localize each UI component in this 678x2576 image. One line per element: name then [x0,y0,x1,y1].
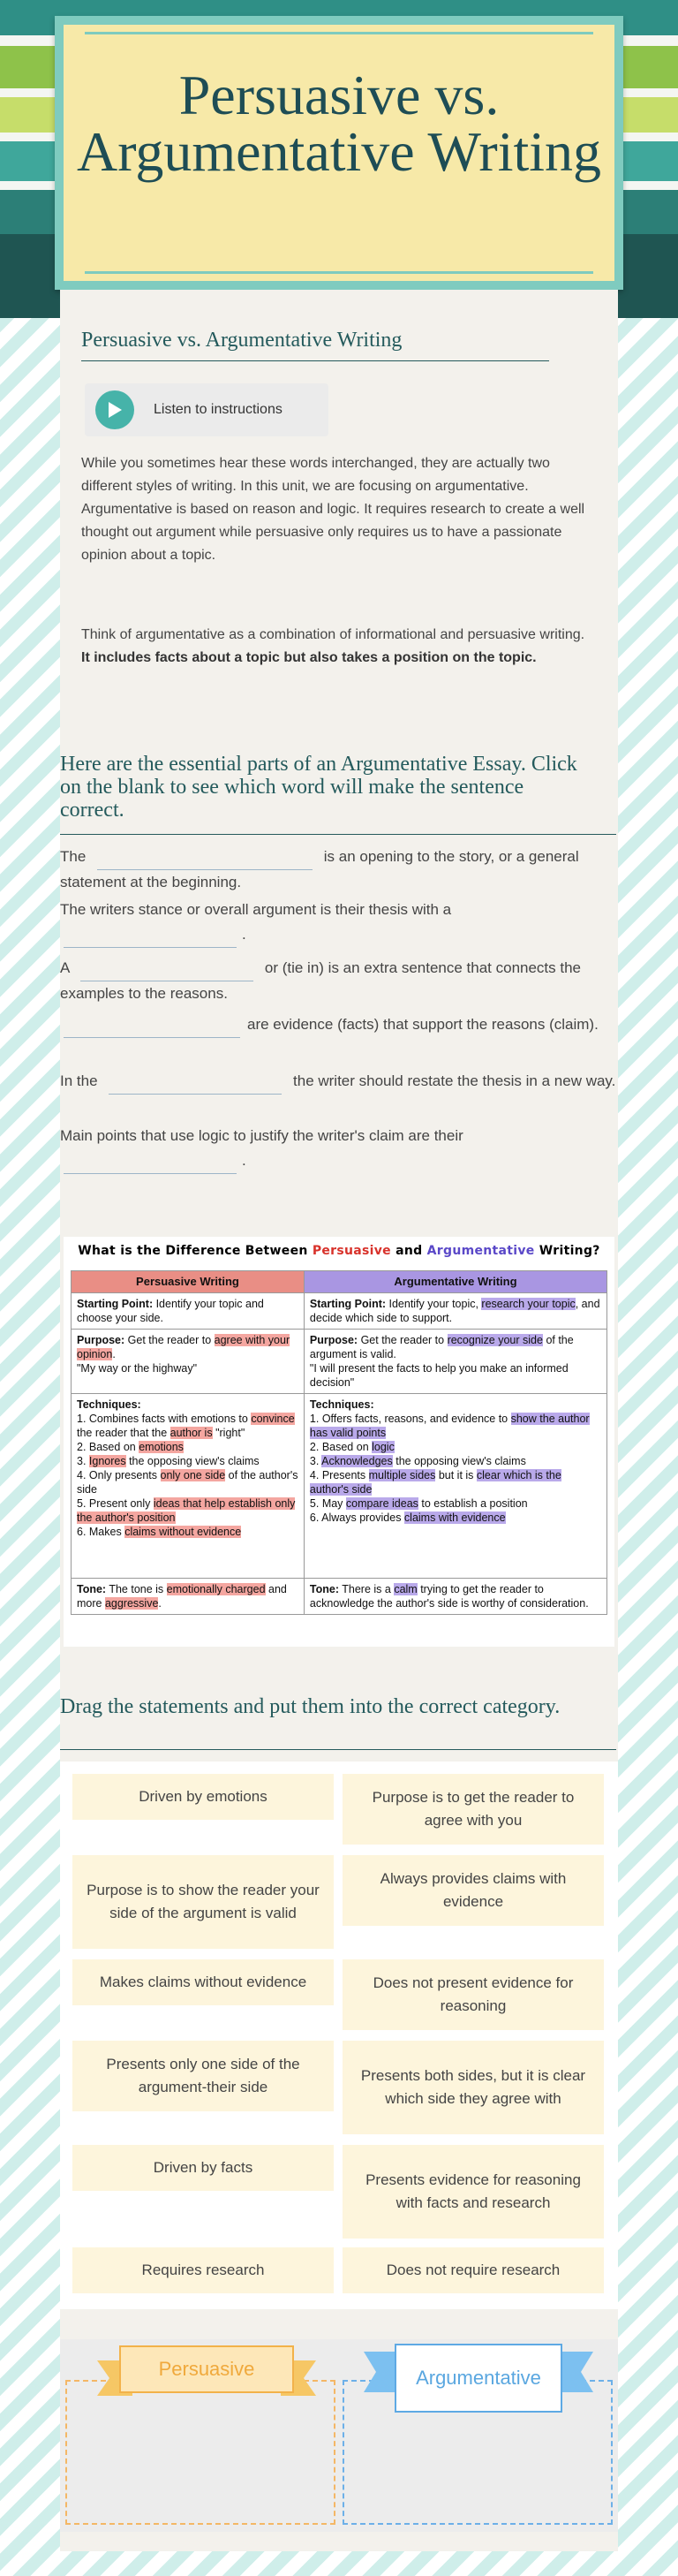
sentence-5-end: the writer should restate the thesis in a new way. [293,1072,616,1089]
infographic-title-argumentative: Argumentative [426,1244,535,1258]
infographic-title-and: and [390,1244,427,1258]
essay-parts-heading: Here are the essential parts of an Argumentative Essay. Click on the blank to see which word will make the sentence correct. [60,753,577,822]
sentence-2-end: . [242,926,246,943]
zone-label-persuasive: Persuasive [158,2358,255,2380]
col-argumentative: Argumentative Writing [304,1271,606,1293]
intro-paragraph-2 [81,624,593,670]
cards-panel [60,1762,618,2309]
cell-purpose-a: Purpose: Get the reader to recognize your side of the argument is valid. "I will present the facts to help you make an informed decision" [304,1330,606,1394]
infographic-title-end: Writing? [534,1244,600,1258]
sentence-1 [60,845,618,895]
card-5[interactable]: Makes claims without evidence [72,1959,334,2005]
card-10[interactable]: Presents evidence for reasoning with facts and research [343,2145,604,2239]
blank-1[interactable] [97,845,313,870]
comparison-table [71,1270,607,1615]
audio-label: Listen to instructions [154,402,282,417]
infographic-title-a: What is the Difference Between [78,1244,313,1258]
infographic-title-persuasive: Persuasive [312,1244,391,1258]
card-9[interactable]: Driven by facts [72,2145,334,2191]
intro-heading: Persuasive vs. Argumentative Writing [81,329,403,352]
cell-starting-a: Starting Point: Identify your topic, research your topic, and decide which side to support. [304,1293,606,1330]
intro-paragraph-1: While you sometimes hear these words interchanged, they are actually two different styles of writing. In this unit, we are focusing on argumentative. Argumentative is based on reason and logic. It requires research to create a well thought out argument while persuasive only requires us to have a passionate opinion about a topic. [81,456,585,563]
blank-2[interactable] [64,922,237,948]
sentence-3-end: or (tie in) is an extra sentence that connects the examples to the reasons. [60,959,582,1002]
sentence-4-end: are evidence (facts) that support the reasons (claim). [247,1016,599,1033]
title-bottom-line [85,271,593,274]
blank-5[interactable] [109,1069,282,1095]
sentence-2 [60,898,618,948]
sentence-2-start: The writers stance or overall argument is their thesis with a [60,901,452,918]
card-12[interactable]: Does not require research [343,2247,604,2293]
intro-rule [81,360,549,361]
cell-starting-p: Starting Point: Identify your topic and choose your side. [72,1293,305,1330]
card-11[interactable]: Requires research [72,2247,334,2293]
intro-p2-text: Think of argumentative as a combination of informational and persuasive writing. [81,627,585,642]
infographic-title [64,1244,614,1258]
sentence-3-start: A [60,959,70,976]
play-icon[interactable] [95,390,134,429]
cell-tone-a: Tone: There is a calm trying to get the reader to acknowledge the author's side is worthy of consideration. [304,1579,606,1615]
blank-3[interactable] [80,956,253,981]
comparison-infographic [64,1237,614,1647]
blank-4[interactable] [64,1012,240,1038]
title-card [55,16,623,290]
sentence-6-end: . [242,1152,246,1169]
card-6[interactable]: Does not present evidence for reasoning [343,1959,604,2030]
drop-zone-persuasive[interactable] [65,2380,335,2525]
cell-techniques-p: Techniques: 1. Combines facts with emotions to convince the reader that the author is "right" 2. Based on emotions 3. Ignores the opposing view's claims 4. Only presents only one side of the author's side 5. Present only ideas that help establish only the author's position 6. Makes claims without evidence [72,1394,305,1579]
card-4[interactable]: Always provides claims with evidence [343,1855,604,1926]
title-top-line [85,32,593,34]
card-3[interactable]: Purpose is to show the reader your side of the argument is valid [72,1855,334,1949]
card-7[interactable]: Presents only one side of the argument-their side [72,2041,334,2111]
sentence-3 [60,956,618,1006]
blank-6[interactable] [64,1148,237,1174]
sentence-1-end: is an opening to the story, or a general statement at the beginning. [60,848,579,890]
page-title: Persuasive vs. Argumentative Writing [76,64,602,183]
drag-heading: Drag the statements and put them into the correct category. [60,1695,561,1718]
col-persuasive: Persuasive Writing [72,1271,305,1293]
zone-label-argumentative: Argumentative [416,2367,541,2389]
audio-player[interactable] [85,383,328,436]
sentence-5 [60,1069,618,1095]
card-1[interactable]: Driven by emotions [72,1774,334,1820]
sentence-6-start: Main points that use logic to justify the writer's claim are their [60,1127,463,1144]
essay-parts-rule [60,834,616,835]
sentence-5-start: In the [60,1072,98,1089]
cell-techniques-a: Techniques: 1. Offers facts, reasons, and evidence to show the author has valid points 2. Based on logic 3. Acknowledges the opposing view's claims 4. Presents multiple sides but it is clear which is the author's side 5. May compare ideas to establish a position 6. Always provides claims with evidence [304,1394,606,1579]
sentence-1-start: The [60,848,87,865]
intro-p2-bold: It includes facts about a topic but also takes a position on the topic. [81,650,537,665]
cell-purpose-p: Purpose: Get the reader to agree with your opinion. "My way or the highway" [72,1330,305,1394]
card-2[interactable]: Purpose is to get the reader to agree with you [343,1774,604,1845]
card-8[interactable]: Presents both sides, but it is clear which side they agree with [343,2041,604,2134]
sentence-6 [60,1124,618,1174]
drag-rule [60,1749,616,1750]
sentence-4 [60,1012,618,1038]
cell-tone-p: Tone: The tone is emotionally charged and more aggressive. [72,1579,305,1615]
